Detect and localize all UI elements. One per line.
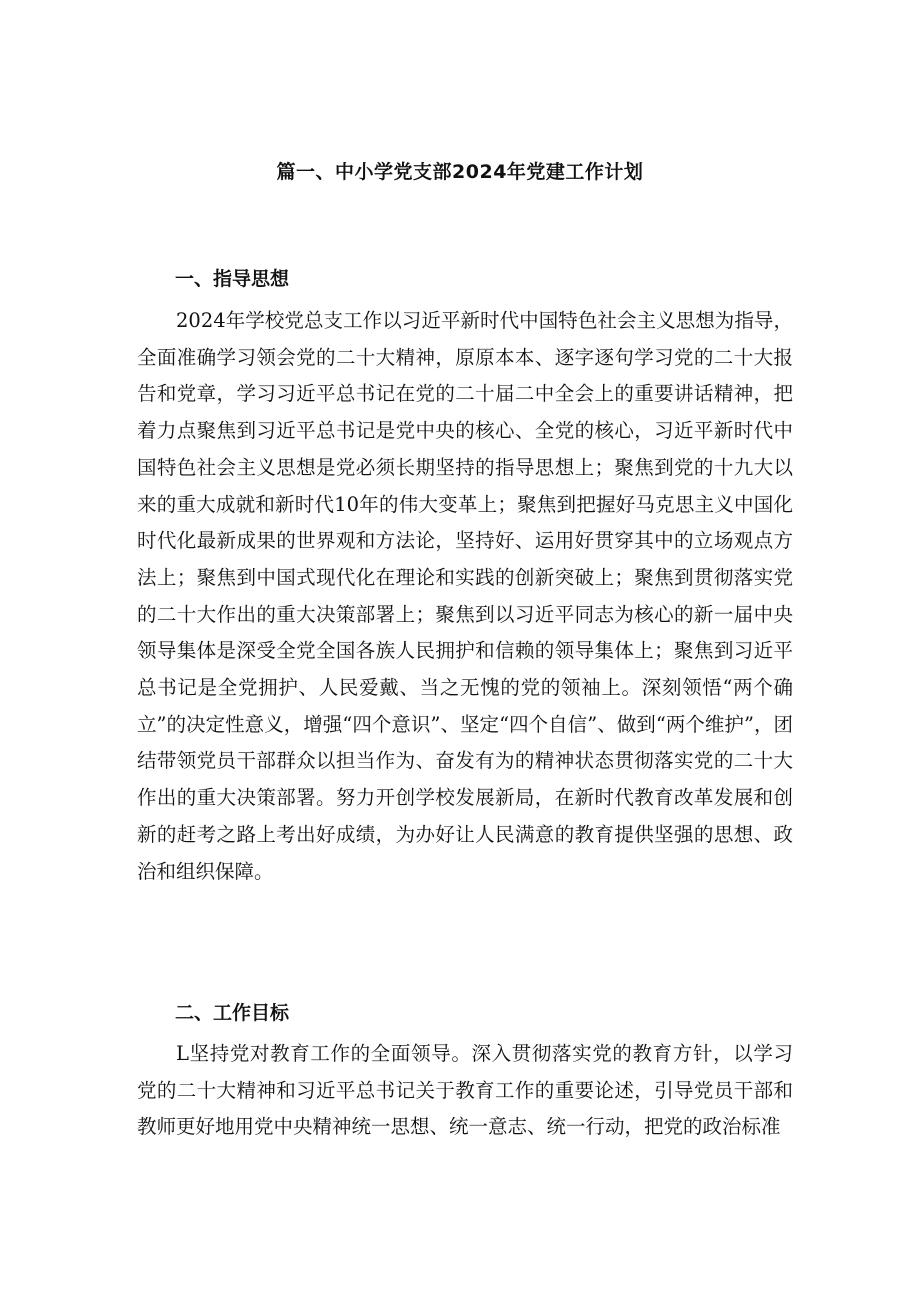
section-heading-guiding-ideology: 一、指导思想: [175, 268, 290, 290]
section-paragraph-guiding-ideology: 2024年学校党总支工作以习近平新时代中国特色社会主义思想为指导，全面准确学习领会党的二十大精神，原原本本、逐字逐句学习党的二十大报告和党章，学习习近平总书记在党的二十届二中全会上的重要讲话精神，把着力点聚焦到习近平总书记是党中央的核心、全党的核心，习近平新时代中国特色社会主义思想是党必须长期坚持的指导思想上；聚焦到党的十九大以来的重大成就和新时代10年的伟大变革上；聚焦到把握好马克思主义中国化时代化最新成果的世界观和方法论，坚持好、运用好贯穿其中的立场观点方法上；聚焦到中国式现代化在理论和实践的创新突破上；聚焦到贯彻落实党的二十大作出的重大决策部署上；聚焦到以习近平同志为核心的新一届中央领导集体是深受全党全国各族人民拥护和信赖的领导集体上；聚焦到习近平总书记是全党拥护、人民爱戴、当之无愧的党的领袖上。深刻领悟“两个确立”的决定性意义，增强“四个意识”、坚定“四个自信”、做到“两个维护”，团结带领党员干部群众以担当作为、奋发有为的精神状态贯彻落实党的二十大作出的重大决策部署。努力开创学校发展新局，在新时代教育改革发展和创新的赶考之路上考出好成绩，为办好让人民满意的教育提供坚强的思想、政治和组织保障。: [137, 309, 793, 883]
section-heading-work-goals: 二、工作目标: [175, 1002, 290, 1024]
section-paragraph-work-goals: L坚持党对教育工作的全面领导。深入贯彻落实党的教育方针，以学习党的二十大精神和习近平总书记关于教育工作的重要论述，引导党员干部和教师更好地用党中央精神统一思想、统一意志、统一行动，把党的政治标准: [137, 1042, 793, 1139]
document-title: 篇一、中小学党支部2024年党建工作计划: [276, 161, 644, 183]
